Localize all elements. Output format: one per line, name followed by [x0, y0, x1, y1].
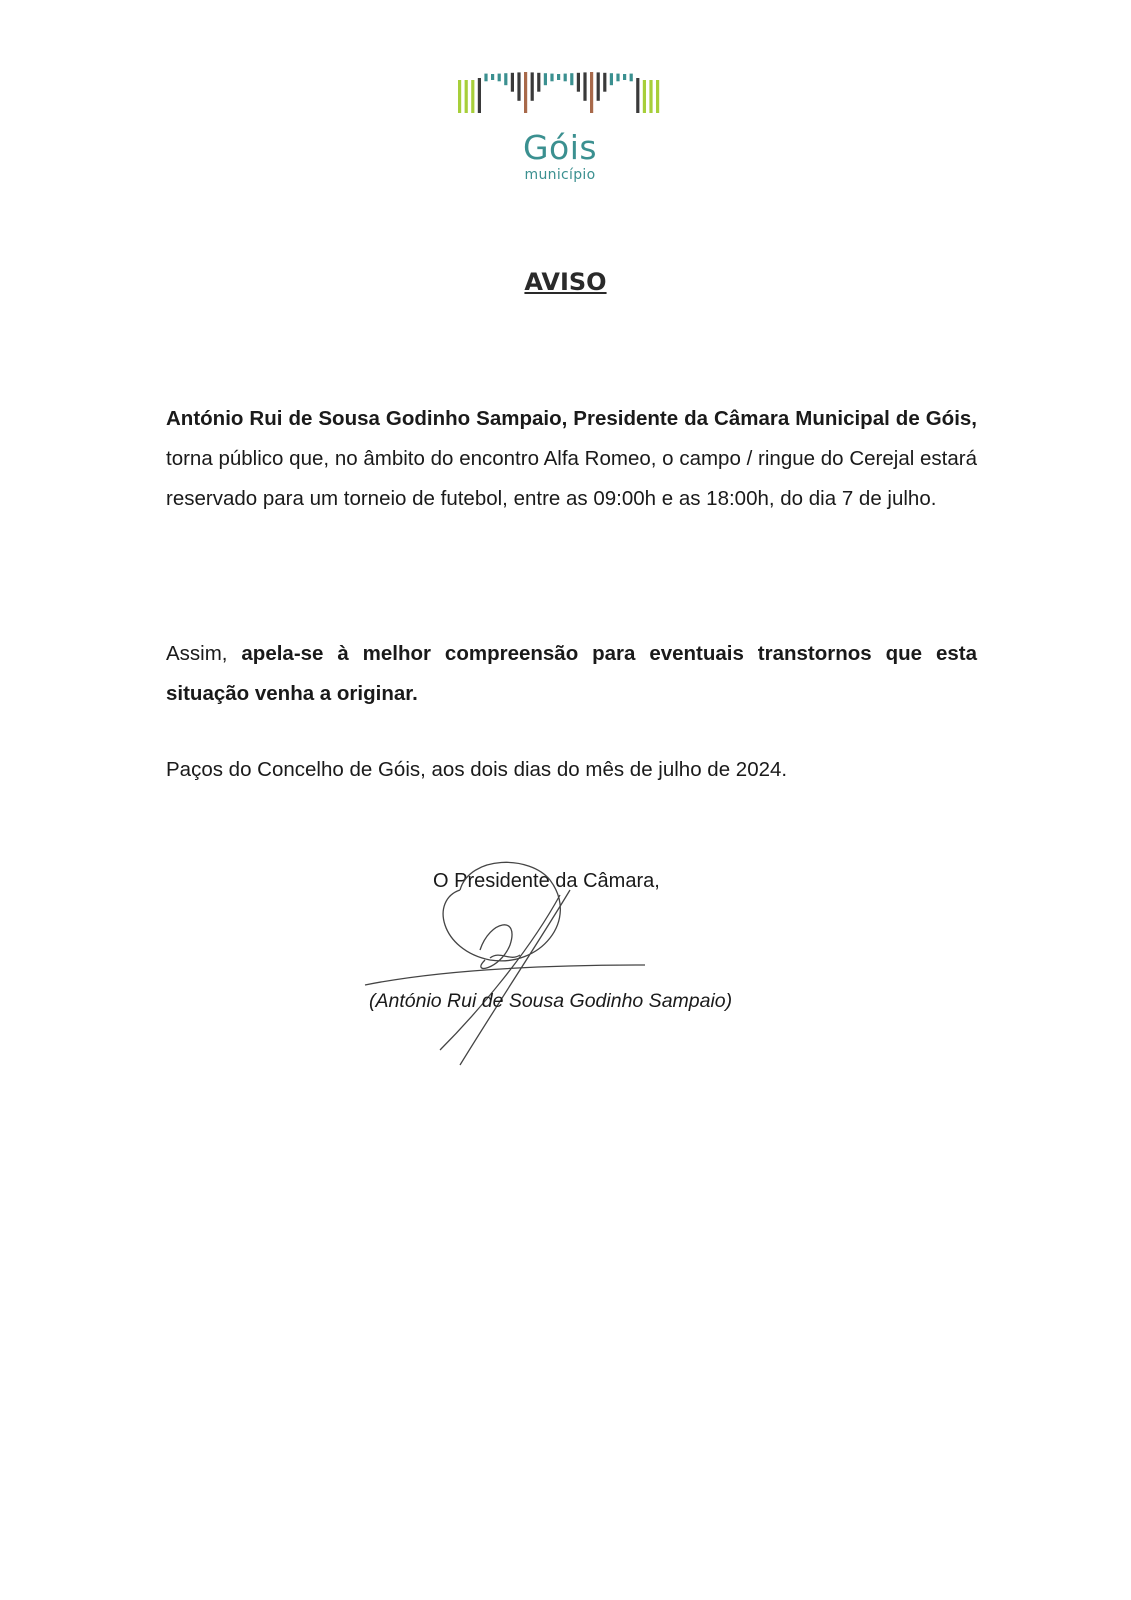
date-line: Paços do Concelho de Góis, aos dois dias do mês de julho de 2024.	[166, 758, 788, 781]
handwritten-signature	[360, 850, 660, 1070]
logo-name: Góis	[522, 128, 598, 167]
logo-bar	[630, 74, 633, 82]
logo-bar	[484, 74, 487, 82]
logo-bar	[610, 73, 613, 85]
logo-bar	[656, 80, 659, 113]
logo-bar	[478, 78, 481, 113]
logo-bar	[636, 78, 639, 113]
logo-bar	[603, 73, 606, 92]
logo-bar	[531, 72, 534, 100]
logo-bar	[498, 74, 501, 82]
document-title: AVISO	[524, 268, 607, 296]
logo-bar	[524, 72, 527, 113]
logo-bar	[550, 74, 553, 82]
logo-bar	[504, 73, 507, 85]
notice-author: António Rui de Sousa Godinho Sampaio, Presidente da Câmara Municipal de Góis,	[166, 407, 977, 430]
logo-bar	[511, 73, 514, 92]
logo-bar	[537, 73, 540, 92]
logo-bar	[649, 80, 652, 113]
logo-bar	[643, 80, 646, 113]
municipality-logo	[455, 68, 665, 188]
appeal-intro: Assim,	[166, 642, 242, 665]
logo-bar	[577, 73, 580, 92]
logo-bar	[458, 80, 461, 113]
logo-bar	[465, 80, 468, 113]
logo-bar	[623, 74, 626, 80]
logo-bar	[616, 74, 619, 82]
logo-bar	[471, 80, 474, 113]
appeal-body: apela-se à melhor compreensão para eventuais transtornos que esta situação venha a originar.	[166, 642, 977, 705]
appeal-paragraph	[166, 634, 977, 714]
logo-bar	[583, 72, 586, 100]
signatory-role: O Presidente da Câmara,	[433, 870, 660, 892]
notice-body: torna público que, no âmbito do encontro Alfa Romeo, o campo / ringue do Cerejal estará reservado para um torneio de futebol, entre as 09:00h e as 18:00h, do dia 7 de julho.	[166, 447, 977, 510]
notice-paragraph	[166, 399, 977, 519]
logo-bar	[597, 72, 600, 100]
logo-bar	[491, 74, 494, 80]
logo-bar	[590, 72, 593, 113]
signatory-name: (António Rui de Sousa Godinho Sampaio)	[369, 990, 733, 1012]
logo-bar	[564, 74, 567, 82]
logo-bar	[557, 74, 560, 80]
logo-bar	[544, 73, 547, 85]
bridge-logo-icon	[455, 68, 665, 128]
logo-bar	[517, 72, 520, 100]
logo-subtitle: município	[524, 167, 596, 183]
logo-bar	[570, 73, 573, 85]
